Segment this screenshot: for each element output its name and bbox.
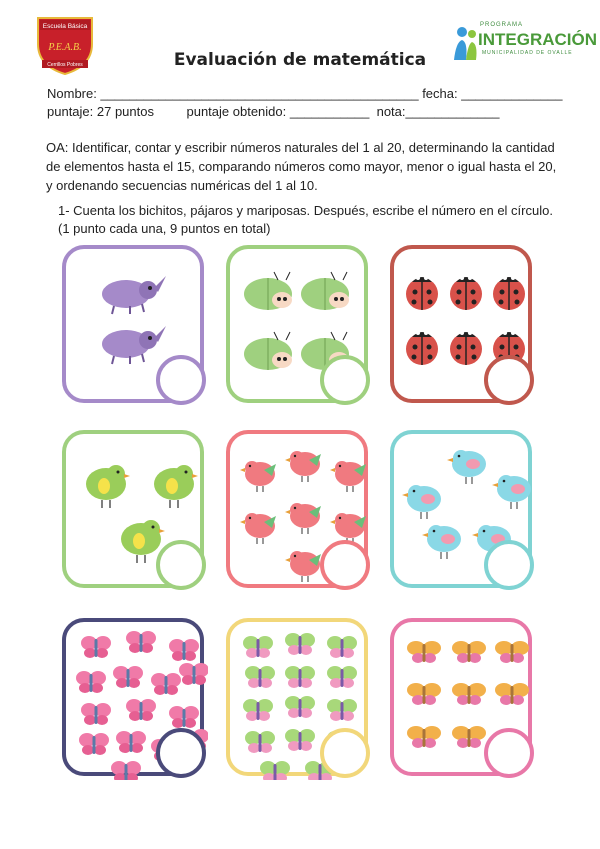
green-butterflies-item: [327, 636, 357, 658]
card-blue-birds: [390, 430, 532, 588]
green-butterflies-item: [285, 696, 315, 718]
pink-butterflies-item: [113, 666, 143, 688]
ladybugs-item: [406, 331, 438, 365]
ladybugs-item: [493, 276, 525, 310]
pink-butterflies-item: [169, 706, 199, 728]
orange-butterflies-item: [495, 641, 529, 663]
answer-circle[interactable]: [320, 540, 370, 590]
card-green-birds: [62, 430, 204, 588]
pink-birds-item: [285, 551, 321, 582]
card-pink-butterflies: [62, 618, 204, 776]
orange-butterflies-item: [407, 683, 441, 705]
ladybugs-item: [450, 276, 482, 310]
pink-butterflies-item: [169, 639, 199, 661]
program-logo-sub: MUNICIPALIDAD DE OVALLE: [482, 50, 573, 56]
question-1: 1- Cuenta los bichitos, pájaros y mariposas. Después, escribe el número en el círculo. (1 punto cada una, 9 puntos en total): [58, 203, 553, 236]
green-bugs-item: [244, 272, 292, 310]
green-butterflies-item: [285, 729, 315, 751]
green-butterflies-item: [285, 666, 315, 688]
card-rhino-beetles: [62, 245, 204, 403]
orange-butterflies-item: [452, 683, 486, 705]
blue-birds-item: [422, 525, 461, 559]
score-line[interactable]: puntaje: 27 puntos puntaje obtenido: ___________ nota:_____________: [47, 104, 500, 119]
orange-butterflies-item: [452, 641, 486, 663]
rhino-beetles-item: [102, 326, 166, 364]
rhino-beetles-item: [102, 276, 166, 314]
pink-butterflies-item: [81, 636, 111, 658]
answer-circle[interactable]: [156, 540, 206, 590]
answer-circle[interactable]: [484, 355, 534, 405]
green-butterflies-item: [245, 666, 275, 688]
green-butterflies-item: [327, 699, 357, 721]
learning-objective: OA: Identificar, contar y escribir números naturales del 1 al 20, determinando la cantidad de elementos hasta el 15, comparando números como mayor, menor o igual hasta el 20, y ordenando secuencias numéricas del 1 al 10.: [46, 140, 557, 193]
program-logo-name: INTEGRACIÓN: [478, 30, 597, 49]
card-orange-butterflies: [390, 618, 532, 776]
card-ladybugs: [390, 245, 532, 403]
pink-butterflies-item: [81, 703, 111, 725]
pink-birds-item: [240, 461, 276, 492]
answer-circle[interactable]: [156, 355, 206, 405]
pink-butterflies-item: [111, 761, 141, 780]
answer-circle[interactable]: [484, 540, 534, 590]
pink-butterflies-item: [151, 673, 181, 695]
page-title: Evaluación de matemática: [173, 50, 427, 70]
orange-butterflies-item: [452, 726, 486, 748]
school-logo-line1: Escuela Básica: [42, 23, 88, 30]
green-butterflies-item: [243, 699, 273, 721]
card-pink-birds: [226, 430, 368, 588]
green-bugs-item: [244, 332, 292, 370]
green-bugs-item: [301, 272, 349, 310]
name-date-line[interactable]: Nombre: ____________________________________________ fecha: ______________: [47, 86, 563, 101]
green-butterflies-item: [285, 633, 315, 655]
program-logo-brand: PROGRAMA: [480, 22, 524, 28]
pink-butterflies-item: [76, 671, 106, 693]
answer-circle[interactable]: [320, 355, 370, 405]
pink-butterflies-item: [79, 733, 109, 755]
pink-birds-item: [240, 513, 276, 544]
green-butterflies-item: [327, 666, 357, 688]
green-butterflies-item: [243, 636, 273, 658]
blue-birds-item: [447, 450, 486, 484]
pink-birds-item: [285, 451, 321, 482]
pink-butterflies-item: [116, 731, 146, 753]
pink-butterflies-item: [179, 663, 208, 685]
pink-butterflies-item: [126, 631, 156, 653]
green-butterflies-item: [260, 761, 290, 780]
card-green-bugs: [226, 245, 368, 403]
card-green-butterflies: [226, 618, 368, 776]
green-birds-item: [86, 465, 130, 508]
orange-butterflies-item: [407, 726, 441, 748]
pink-butterflies-item: [126, 699, 156, 721]
pink-birds-item: [330, 461, 366, 492]
school-logo-line2: P.E.A.B.: [48, 42, 82, 53]
blue-birds-item: [492, 475, 531, 509]
green-birds-item: [154, 465, 198, 508]
answer-circle[interactable]: [320, 728, 370, 778]
orange-butterflies-item: [495, 683, 529, 705]
answer-circle[interactable]: [484, 728, 534, 778]
green-butterflies-item: [245, 731, 275, 753]
ladybugs-item: [406, 276, 438, 310]
blue-birds-item: [402, 485, 441, 519]
orange-butterflies-item: [407, 641, 441, 663]
pink-birds-item: [285, 503, 321, 534]
school-logo-line3: Cerrillos Pobres: [47, 62, 83, 68]
ladybugs-item: [450, 331, 482, 365]
answer-circle[interactable]: [156, 728, 206, 778]
